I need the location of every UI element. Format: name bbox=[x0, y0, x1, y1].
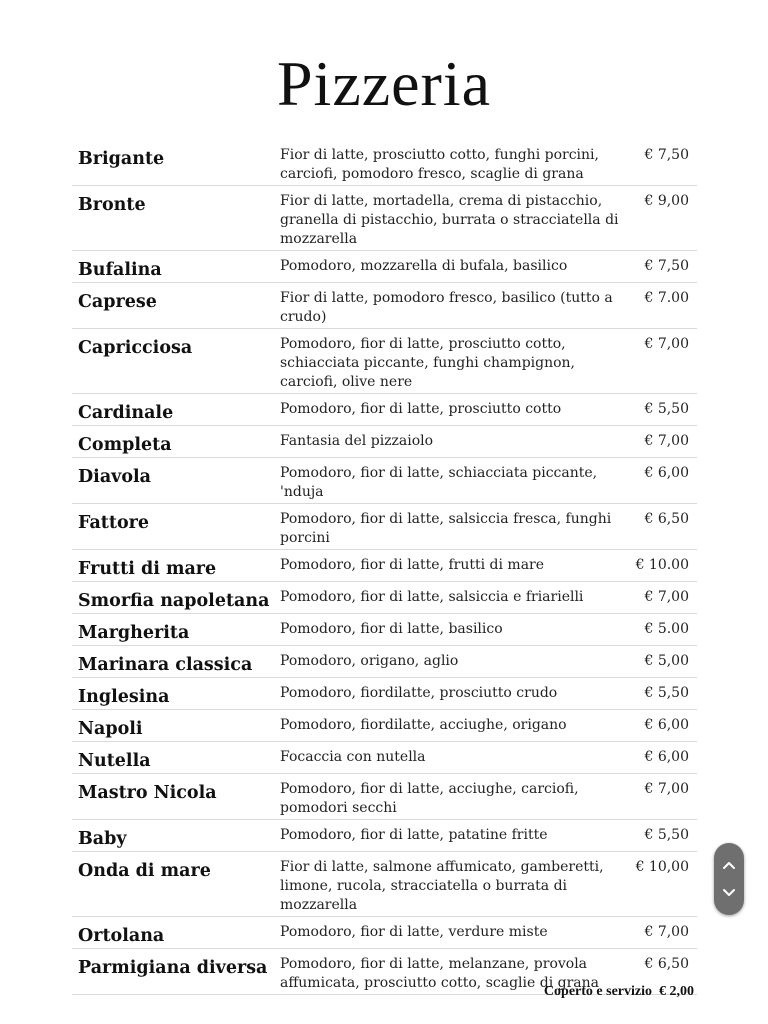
menu-item bbox=[72, 504, 697, 550]
item-description: Focaccia con nutella bbox=[280, 749, 426, 765]
item-description: Pomodoro, fior di latte, acciughe, carciofi, pomodori secchi bbox=[280, 781, 579, 816]
item-description: Pomodoro, fior di latte, salsiccia e friarielli bbox=[280, 589, 584, 605]
item-price: € 5,00 bbox=[644, 653, 689, 669]
item-description: Pomodoro, fior di latte, salsiccia fresca, funghi porcini bbox=[280, 511, 612, 546]
item-description: Fior di latte, pomodoro fresco, basilico (tutto a crudo) bbox=[280, 290, 613, 325]
item-name: Ortolana bbox=[78, 926, 165, 946]
item-name: Napoli bbox=[78, 719, 143, 739]
menu-item bbox=[72, 426, 697, 458]
item-price: € 7,00 bbox=[644, 781, 689, 797]
menu-item bbox=[72, 646, 697, 678]
item-description: Fior di latte, salmone affumicato, gamberetti, limone, rucola, stracciatella o burrata di mozzarella bbox=[280, 859, 604, 913]
item-name: Fattore bbox=[78, 513, 149, 533]
item-description: Pomodoro, origano, aglio bbox=[280, 653, 459, 669]
item-name: Caprese bbox=[78, 292, 157, 312]
item-price: € 7,00 bbox=[644, 433, 689, 449]
item-description: Pomodoro, fior di latte, melanzane, provola affumicata, prosciutto cotto, scaglie di grana bbox=[280, 956, 599, 991]
item-description: Pomodoro, fior di latte, schiacciata piccante, 'nduja bbox=[280, 465, 598, 500]
item-price: € 5,50 bbox=[644, 685, 689, 701]
item-price: € 5,50 bbox=[644, 827, 689, 843]
scroll-control bbox=[714, 843, 744, 915]
item-description: Pomodoro, fior di latte, basilico bbox=[280, 621, 503, 637]
item-description: Pomodoro, fiordilatte, acciughe, origano bbox=[280, 717, 567, 733]
menu-item bbox=[72, 394, 697, 426]
menu-item bbox=[72, 251, 697, 283]
menu-item bbox=[72, 283, 697, 329]
item-name: Cardinale bbox=[78, 403, 174, 423]
item-description: Pomodoro, fior di latte, prosciutto cotto bbox=[280, 401, 562, 417]
item-description: Pomodoro, fior di latte, prosciutto cotto, schiacciata piccante, funghi champignon, carciofi, olive nere bbox=[280, 336, 576, 390]
item-price: € 7.00 bbox=[644, 290, 689, 306]
menu-list bbox=[72, 140, 697, 995]
item-description: Fantasia del pizzaiolo bbox=[280, 433, 434, 449]
item-price: € 5.00 bbox=[644, 621, 689, 637]
page-title: Pizzeria bbox=[276, 48, 492, 119]
item-name: Marinara classica bbox=[78, 655, 253, 675]
item-description: Pomodoro, fior di latte, verdure miste bbox=[280, 924, 548, 940]
item-name: Parmigiana diversa bbox=[78, 958, 268, 978]
item-name: Frutti di mare bbox=[78, 559, 217, 579]
cover-charge-label: Coperto e servizio bbox=[543, 984, 652, 999]
item-name: Capricciosa bbox=[78, 338, 193, 358]
item-name: Diavola bbox=[78, 467, 151, 487]
item-description: Pomodoro, mozzarella di bufala, basilico bbox=[280, 258, 568, 274]
menu-item bbox=[72, 852, 697, 917]
chevron-up-icon bbox=[722, 858, 736, 872]
cover-charge-price: € 2,00 bbox=[659, 984, 694, 999]
item-name: Smorfia napoletana bbox=[78, 591, 270, 611]
item-price: € 10.00 bbox=[635, 557, 689, 573]
cover-charge bbox=[544, 984, 694, 1000]
item-price: € 6,00 bbox=[644, 749, 689, 765]
item-name: Bufalina bbox=[78, 260, 162, 280]
item-price: € 7,00 bbox=[644, 924, 689, 940]
menu-item bbox=[72, 582, 697, 614]
item-price: € 6,50 bbox=[644, 511, 689, 527]
menu-item bbox=[72, 140, 697, 186]
item-price: € 9,00 bbox=[644, 193, 689, 209]
item-name: Mastro Nicola bbox=[78, 783, 217, 803]
item-name: Onda di mare bbox=[78, 861, 211, 881]
item-name: Nutella bbox=[78, 751, 151, 771]
item-price: € 10,00 bbox=[635, 859, 689, 875]
menu-item bbox=[72, 458, 697, 504]
item-price: € 6,50 bbox=[644, 956, 689, 972]
item-price: € 6,00 bbox=[644, 465, 689, 481]
item-description: Fior di latte, mortadella, crema di pistacchio, granella di pistacchio, burrata o stracciatella di mozzarella bbox=[280, 193, 619, 247]
menu-item bbox=[72, 550, 697, 582]
chevron-down-icon bbox=[722, 886, 736, 900]
item-name: Baby bbox=[78, 829, 127, 849]
item-name: Inglesina bbox=[78, 687, 170, 707]
menu-item bbox=[72, 710, 697, 742]
menu-item bbox=[72, 917, 697, 949]
item-description: Pomodoro, fior di latte, patatine fritte bbox=[280, 827, 548, 843]
menu-item bbox=[72, 329, 697, 394]
item-price: € 7,50 bbox=[644, 147, 689, 163]
menu-item bbox=[72, 678, 697, 710]
menu-item bbox=[72, 742, 697, 774]
scroll-down-button[interactable] bbox=[714, 875, 744, 911]
item-price: € 7,00 bbox=[644, 589, 689, 605]
menu-item bbox=[72, 774, 697, 820]
menu-item bbox=[72, 820, 697, 852]
item-description: Fior di latte, prosciutto cotto, funghi porcini, carciofi, pomodoro fresco, scaglie di grana bbox=[280, 147, 599, 182]
item-price: € 7,00 bbox=[644, 336, 689, 352]
menu-item bbox=[72, 614, 697, 646]
item-price: € 5,50 bbox=[644, 401, 689, 417]
item-name: Margherita bbox=[78, 623, 190, 643]
item-description: Pomodoro, fiordilatte, prosciutto crudo bbox=[280, 685, 558, 701]
item-name: Completa bbox=[78, 435, 172, 455]
menu-item bbox=[72, 186, 697, 251]
item-price: € 6,00 bbox=[644, 717, 689, 733]
item-price: € 7,50 bbox=[644, 258, 689, 274]
item-name: Brigante bbox=[78, 149, 165, 169]
item-name: Bronte bbox=[78, 195, 146, 215]
item-description: Pomodoro, fior di latte, frutti di mare bbox=[280, 557, 545, 573]
